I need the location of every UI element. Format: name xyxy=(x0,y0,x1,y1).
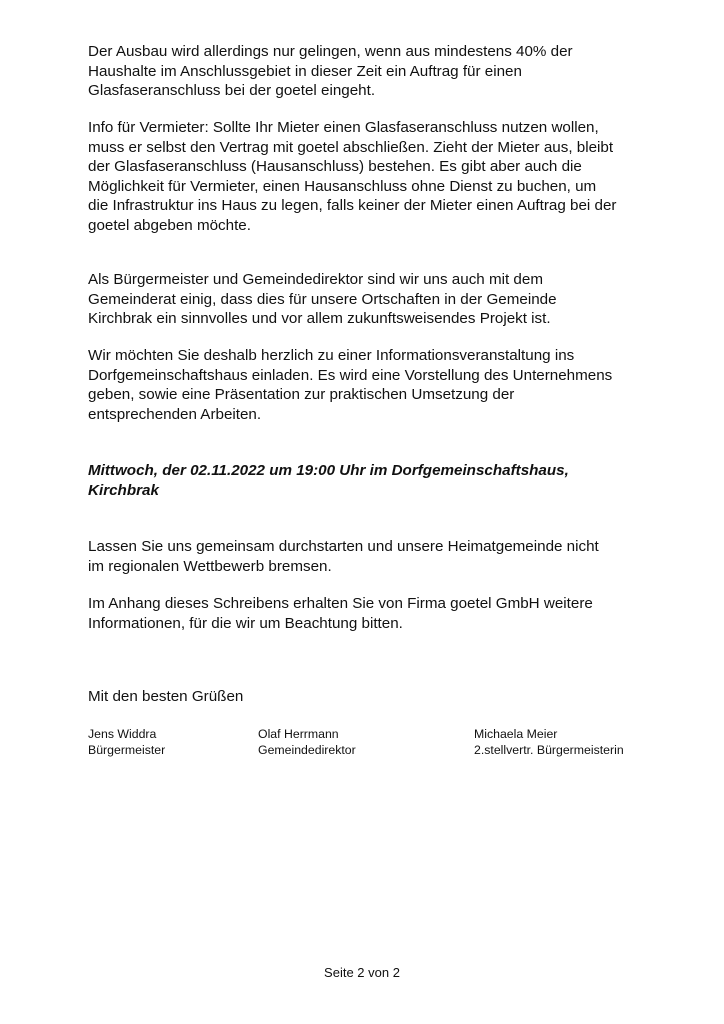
text-line: entsprechenden Arbeiten. xyxy=(88,405,262,423)
text-line: Info für Vermieter: Sollte Ihr Mieter einen Glasfaseranschluss nutzen wollen, xyxy=(88,119,599,136)
closing-salutation xyxy=(88,687,648,707)
paragraph-expansion-condition xyxy=(88,42,648,101)
signatory-name: Michaela Meier xyxy=(474,727,558,741)
text-line: Dorfgemeinschaftshaus einladen. Es wird eine Vorstellung des Unternehmens xyxy=(88,366,613,384)
signatory-title: Bürgermeister xyxy=(88,743,166,757)
page-number: Seite 2 von 2 xyxy=(324,965,400,980)
text-line: goetel abgeben möchte. xyxy=(88,216,251,234)
text-line: muss er selbst den Vertrag mit goetel abschließen. Zieht der Mieter aus, bleibt xyxy=(88,138,614,156)
text-line: geben, sowie eine Präsentation zur praktischen Umsetzung der xyxy=(88,386,515,403)
text-line: Mittwoch, der 02.11.2022 um 19:00 Uhr im Dorfgemeinschaftshaus, xyxy=(88,462,569,479)
text-line: Informationen, für die wir um Beachtung bitten. xyxy=(88,614,403,632)
text-line: Mit den besten Grüßen xyxy=(88,688,244,705)
text-line: Wir möchten Sie deshalb herzlich zu einer Informationsveranstaltung ins xyxy=(88,347,575,364)
event-date-location xyxy=(88,461,648,500)
signatory-municipal-director xyxy=(258,726,356,758)
paragraph-landlord-info xyxy=(88,118,648,235)
text-line: die Infrastruktur ins Haus zu legen, falls keiner der Mieter einen Auftrag bei der xyxy=(88,197,617,214)
text-line: Lassen Sie uns gemeinsam durchstarten und unsere Heimatgemeinde nicht xyxy=(88,538,599,555)
text-line: Der Ausbau wird allerdings nur gelingen, wenn aus mindestens 40% der xyxy=(88,43,573,60)
signatory-deputy-mayor xyxy=(474,726,624,758)
text-line: Kirchbrak ein sinnvolles und vor allem zukunftsweisendes Projekt ist. xyxy=(88,310,551,327)
text-line: der Glasfaseranschluss (Hausanschluss) bestehen. Es gibt aber auch die xyxy=(88,158,582,175)
text-line: Gemeinderat einig, dass dies für unsere Ortschaften in der Gemeinde xyxy=(88,290,557,308)
paragraph-invitation xyxy=(88,346,648,424)
text-line: Kirchbrak xyxy=(88,481,159,499)
text-line: Möglichkeit für Vermieter, einen Hausanschluss ohne Dienst zu buchen, um xyxy=(88,177,597,195)
text-line: im regionalen Wettbewerb bremsen. xyxy=(88,557,332,575)
signatory-name: Jens Widdra xyxy=(88,727,157,741)
text-line: Haushalte im Anschlussgebiet in dieser Zeit ein Auftrag für einen xyxy=(88,62,522,80)
paragraph-call-to-action xyxy=(88,537,648,576)
signatory-mayor xyxy=(88,726,165,758)
text-line: Glasfaseranschluss bei der goetel eingeht. xyxy=(88,82,376,99)
paragraph-council-support xyxy=(88,270,648,329)
signatory-title: Gemeindedirektor xyxy=(258,743,356,757)
signatory-title: 2.stellvertr. Bürgermeisterin xyxy=(474,743,624,757)
paragraph-attachment-note xyxy=(88,594,648,633)
text-line: Im Anhang dieses Schreibens erhalten Sie von Firma goetel GmbH weitere xyxy=(88,595,593,612)
text-line: Als Bürgermeister und Gemeindedirektor sind wir uns auch mit dem xyxy=(88,271,543,288)
signatory-name: Olaf Herrmann xyxy=(258,727,339,741)
